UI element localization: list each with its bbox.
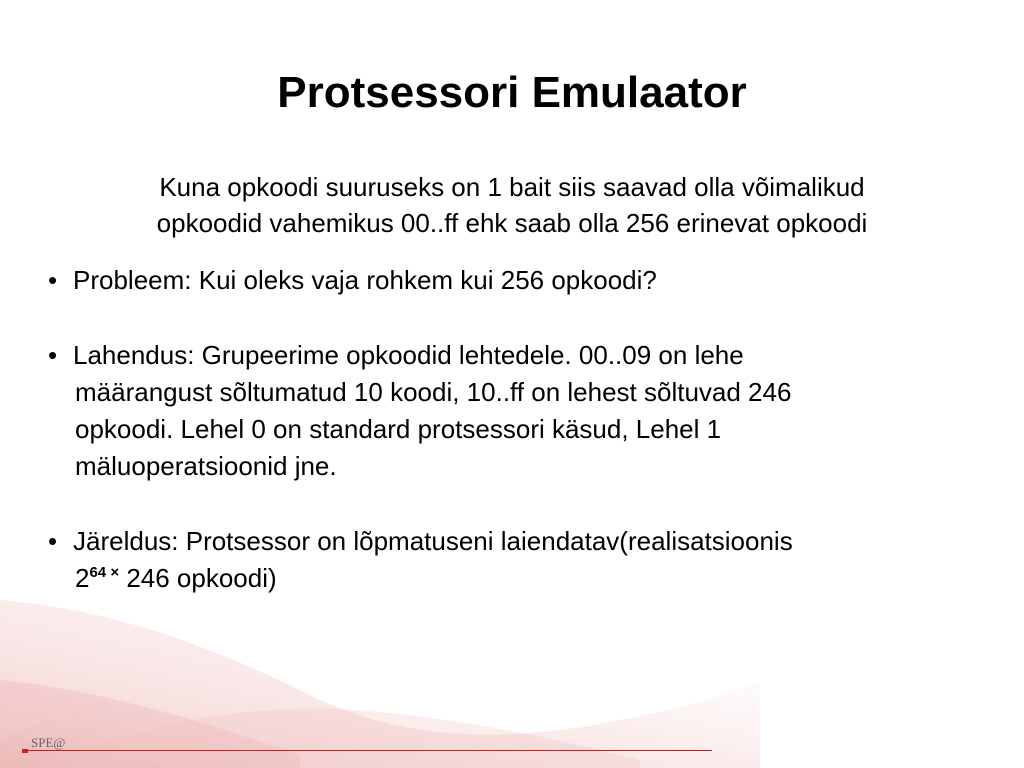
bullet-list — [48, 262, 988, 597]
bullet-item-lahendus — [48, 337, 988, 485]
bullet-line: mäluoperatsioonid jne. — [75, 451, 337, 481]
bullet-dot-icon: • — [48, 265, 58, 295]
intro-line: Kuna opkoodi suuruseks on 1 bait siis saavad olla võimalikud — [159, 172, 865, 202]
bullet-line: määrangust sõltumatud 10 koodi, 10..ff on lehest sõltuvad 246 — [75, 377, 792, 407]
intro-paragraph — [40, 169, 984, 241]
footer-logo-text: SPE@ — [31, 735, 66, 750]
formula-base: 2 — [75, 563, 90, 593]
formula-line — [73, 560, 988, 597]
bullet-line: Järeldus: Protsessor on lõpmatuseni laiendatav(realisatsioonis — [73, 526, 793, 556]
slide-title: Protsessori Emulaator — [277, 68, 747, 117]
intro-line: opkoodid vahemikus 00..ff ehk saab olla 256 erinevat opkoodi — [156, 208, 868, 238]
formula-rest: 246 opkoodi) — [119, 563, 277, 593]
bullet-line: Lahendus: Grupeerime opkoodid lehtedele. 00..09 on lehe — [73, 340, 744, 370]
bullet-item-probleem — [48, 262, 988, 299]
bullet-dot-icon: • — [48, 340, 58, 370]
footer-divider — [28, 750, 712, 751]
bullet-item-jareldus — [48, 523, 988, 597]
bullet-line: Probleem: Kui oleks vaja rohkem kui 256 opkoodi? — [73, 265, 657, 295]
formula-superscript: 64 × — [89, 564, 120, 581]
bullet-dot-icon: • — [48, 526, 58, 556]
bullet-line: opkoodi. Lehel 0 on standard protsessori käsud, Lehel 1 — [75, 414, 722, 444]
